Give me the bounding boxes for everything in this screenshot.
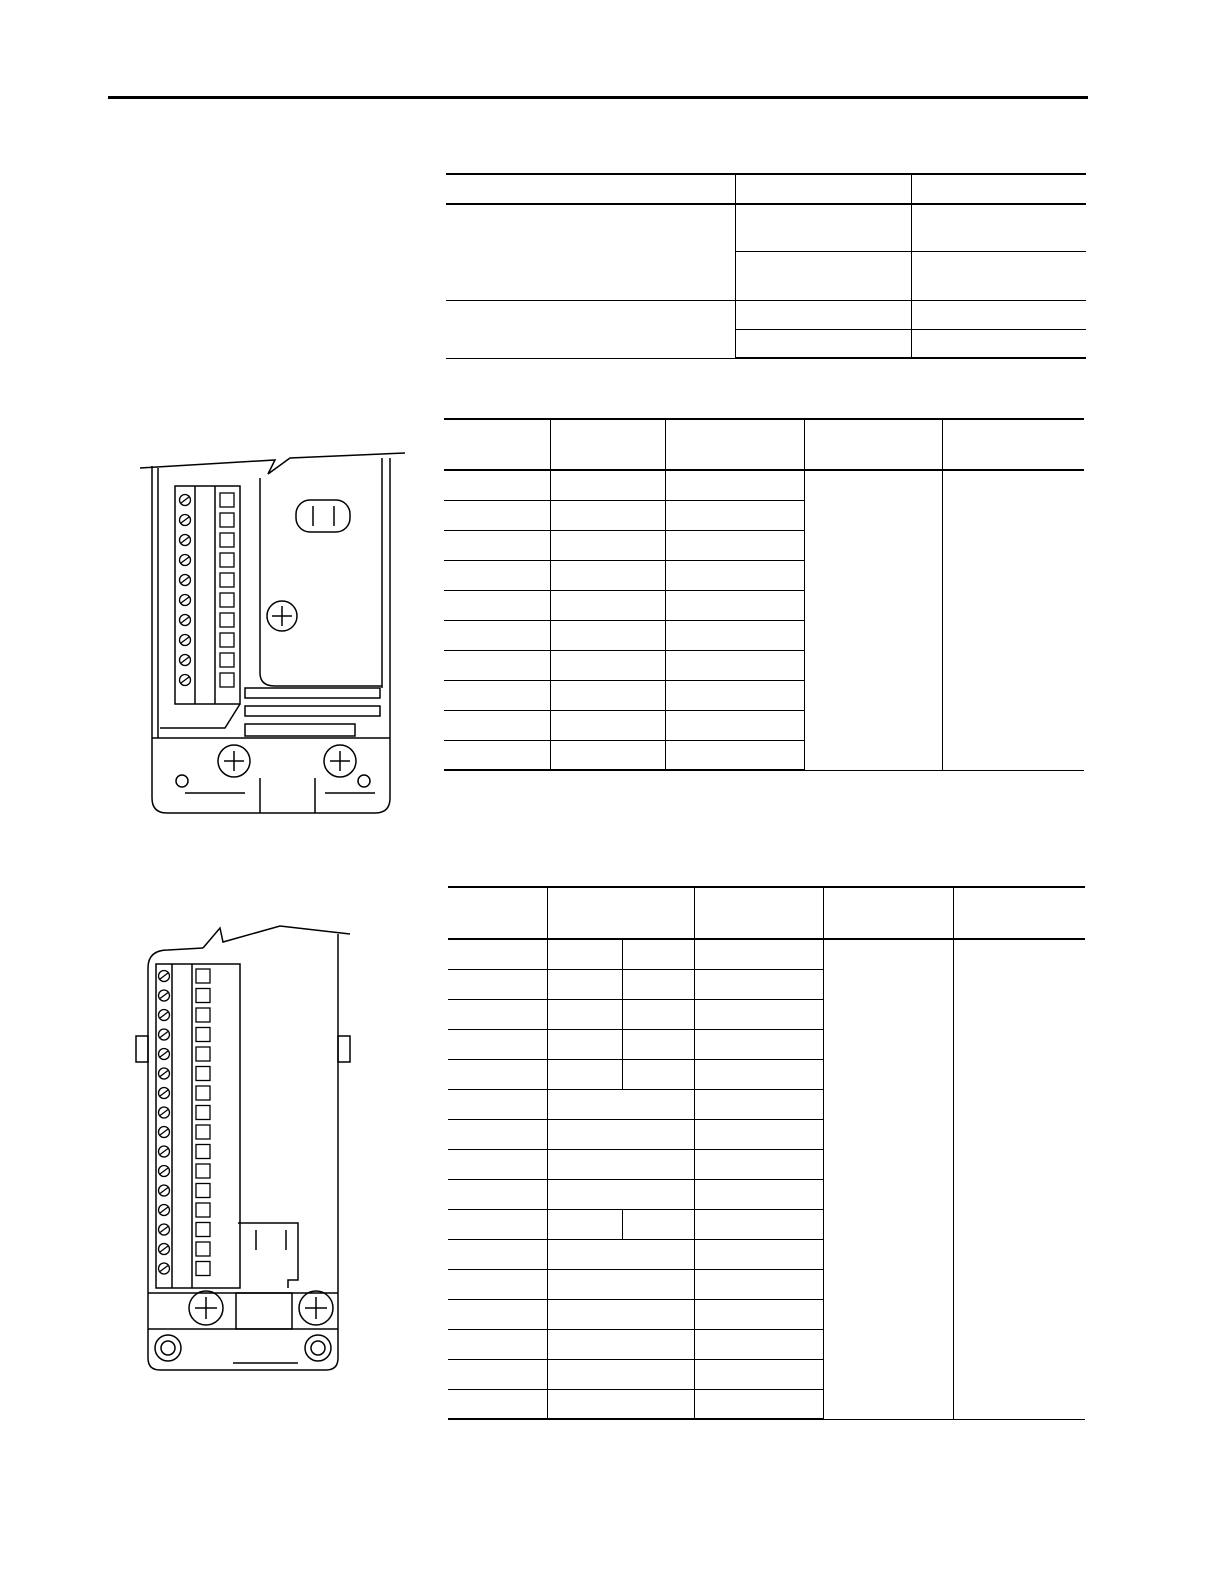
- terminal-clamp: [220, 673, 234, 687]
- table-cell: [547, 1239, 694, 1269]
- terminal-clamp: [196, 1164, 210, 1178]
- table-cell: [550, 530, 665, 560]
- terminal-screw-icon: [159, 1107, 170, 1118]
- table-cell: [665, 740, 804, 770]
- terminal-screw-icon: [180, 655, 191, 666]
- terminal-screw-icon: [180, 555, 191, 566]
- terminal-clamp: [220, 553, 234, 567]
- table-cell: [444, 500, 550, 530]
- terminal-clamp: [196, 1125, 210, 1139]
- table-cell: [665, 650, 804, 680]
- mount-screw-icon: [189, 1291, 223, 1325]
- terminal-screw-icon: [159, 1088, 170, 1099]
- mount-hole: [305, 1335, 331, 1361]
- terminal-clamp: [220, 573, 234, 587]
- table-cell: [550, 500, 665, 530]
- terminal-clamp: [220, 633, 234, 647]
- table-cell: [550, 620, 665, 650]
- table-cell: [665, 680, 804, 710]
- table-cell: [547, 969, 622, 999]
- table-cell: [665, 530, 804, 560]
- mount-hole: [155, 1335, 181, 1361]
- latch-bar: [245, 688, 380, 698]
- table-cell: [444, 740, 550, 770]
- table-cell: [694, 1269, 823, 1299]
- table-cell: [665, 470, 804, 500]
- table-cell: [550, 740, 665, 770]
- terminal-screw-icon: [180, 595, 191, 606]
- terminal-screw-icon: [180, 515, 191, 526]
- table-cell: [444, 590, 550, 620]
- table-header-row: [448, 887, 1085, 939]
- table-cell: [448, 1359, 547, 1389]
- terminal-clamp: [220, 613, 234, 627]
- table-cell: [550, 710, 665, 740]
- break-line: [203, 926, 350, 948]
- table-cell: [665, 560, 804, 590]
- terminal-screw-icon: [159, 990, 170, 1001]
- table-cell: [444, 470, 550, 500]
- table-cell: [694, 1149, 823, 1179]
- table-header-row: [446, 174, 1086, 204]
- table-cell: [547, 1269, 694, 1299]
- mount-hole: [358, 775, 370, 787]
- table-header-cell: [448, 887, 547, 939]
- table-cell: [550, 680, 665, 710]
- table-cell: [448, 1089, 547, 1119]
- table-cell: [547, 1029, 622, 1059]
- terminal-table-a: [444, 418, 1084, 771]
- table-cell: [622, 1059, 694, 1089]
- table-cell: [547, 1299, 694, 1329]
- table-cell: [448, 1179, 547, 1209]
- table-header-cell: [550, 419, 665, 470]
- table-header-cell: [547, 887, 694, 939]
- terminal-clamp: [196, 1184, 210, 1198]
- table-cell: [694, 1089, 823, 1119]
- table-cell: [694, 1389, 823, 1419]
- table-cell: [448, 1389, 547, 1419]
- table-cell: [547, 939, 622, 969]
- table-cell: [444, 530, 550, 560]
- table-header-cell: [665, 419, 804, 470]
- table-header-cell: [804, 419, 942, 470]
- table-cell: [448, 939, 547, 969]
- side-tab: [338, 1036, 350, 1062]
- table-cell: [694, 1209, 823, 1239]
- table-cell: [694, 969, 823, 999]
- table-cell: [444, 560, 550, 590]
- terminal-screw-icon: [159, 1049, 170, 1060]
- table-cell: [622, 1209, 694, 1239]
- table-cell: [444, 710, 550, 740]
- table-cell: [448, 1269, 547, 1299]
- table-cell: [547, 1359, 694, 1389]
- cover-screw-icon: [267, 601, 297, 631]
- terminal-clamp: [196, 1223, 210, 1237]
- table-cell: [694, 939, 823, 969]
- terminal-screws: [159, 969, 211, 1276]
- table-cell: [448, 999, 547, 1029]
- terminal-clamp: [196, 1047, 210, 1061]
- table-row: [448, 939, 1085, 969]
- terminal-screw-icon: [180, 535, 191, 546]
- table-header-cell: [694, 887, 823, 939]
- terminal-clamp: [196, 1067, 210, 1081]
- table-header-cell: [735, 174, 911, 204]
- table-cell: [694, 1299, 823, 1329]
- cutout-slot: [296, 500, 350, 532]
- table-cell: [665, 590, 804, 620]
- table-header-cell: [446, 174, 735, 204]
- table-cell: [735, 251, 911, 300]
- terminal-block-figure-a: [130, 448, 410, 818]
- cover-plate: [260, 478, 382, 686]
- table-cell: [547, 999, 622, 1029]
- table-cell: [735, 300, 911, 329]
- table-header-cell: [911, 174, 1086, 204]
- terminal-screw-icon: [180, 635, 191, 646]
- latch-bar: [245, 706, 380, 716]
- table-cell: [694, 1239, 823, 1269]
- table-cell: [953, 939, 1085, 1419]
- terminal-screw-icon: [159, 1146, 170, 1157]
- table-cell: [550, 590, 665, 620]
- table-cell: [448, 1209, 547, 1239]
- table-cell: [622, 939, 694, 969]
- connector-housing: [238, 1223, 298, 1288]
- terminal-screw-icon: [159, 1205, 170, 1216]
- table-cell: [444, 650, 550, 680]
- housing-outline: [148, 934, 338, 1370]
- terminal-clamp: [196, 1262, 210, 1276]
- table-cell: [547, 1179, 694, 1209]
- terminal-screw-icon: [180, 615, 191, 626]
- table-cell: [735, 204, 911, 251]
- strip-bevel: [160, 704, 240, 728]
- table-cell: [942, 470, 1084, 770]
- table-cell: [694, 1359, 823, 1389]
- terminal-screw-icon: [159, 1127, 170, 1138]
- table-cell: [550, 650, 665, 680]
- table-cell: [550, 470, 665, 500]
- table-cell: [446, 300, 735, 358]
- table-cell: [547, 1329, 694, 1359]
- terminal-clamp: [196, 1086, 210, 1100]
- table-cell: [547, 1389, 694, 1419]
- side-tab: [136, 1036, 148, 1062]
- terminal-clamp: [196, 969, 210, 983]
- terminal-clamp: [220, 493, 234, 507]
- terminal-clamp: [196, 1145, 210, 1159]
- terminal-screw-icon: [180, 495, 191, 506]
- mount-screw-icon: [218, 745, 250, 777]
- terminal-screw-icon: [159, 1029, 170, 1040]
- table-cell: [665, 500, 804, 530]
- table-row: [446, 300, 1086, 329]
- terminal-clamp: [196, 1028, 210, 1042]
- table-cell: [448, 1329, 547, 1359]
- table-cell: [665, 620, 804, 650]
- table-cell: [448, 1059, 547, 1089]
- table-cell: [446, 204, 735, 300]
- table-header-cell: [953, 887, 1085, 939]
- terminal-screw-icon: [159, 1185, 170, 1196]
- terminal-screw-icon: [180, 575, 191, 586]
- table-cell: [911, 329, 1086, 358]
- table-cell: [547, 1209, 622, 1239]
- terminal-screw-icon: [159, 1263, 170, 1274]
- table-cell: [448, 1239, 547, 1269]
- terminal-screw-icon: [159, 1224, 170, 1235]
- table-cell: [911, 300, 1086, 329]
- table-cell: [547, 1149, 694, 1179]
- base-notch: [236, 1293, 292, 1329]
- terminal-table-b: [448, 886, 1085, 1420]
- terminal-clamp: [196, 1242, 210, 1256]
- terminal-clamp: [220, 593, 234, 607]
- table-cell: [550, 560, 665, 590]
- terminal-clamp: [196, 989, 210, 1003]
- terminal-clamp: [196, 1008, 210, 1022]
- terminal-screw-icon: [159, 1010, 170, 1021]
- terminal-screw-icon: [159, 1244, 170, 1255]
- table-cell: [694, 1059, 823, 1089]
- table-cell: [804, 470, 942, 770]
- table-header-cell: [942, 419, 1084, 470]
- table-cell: [622, 969, 694, 999]
- table-cell: [622, 1029, 694, 1059]
- table-cell: [444, 680, 550, 710]
- terminal-clamp: [220, 513, 234, 527]
- mount-hole: [176, 775, 188, 787]
- table-row: [444, 470, 1084, 500]
- mount-screw-icon: [299, 1291, 333, 1325]
- table-header-cell: [444, 419, 550, 470]
- table-row: [446, 204, 1086, 251]
- table-cell: [547, 1059, 622, 1089]
- table-cell: [448, 1029, 547, 1059]
- terminal-screw-icon: [159, 1166, 170, 1177]
- terminal-screw-icon: [159, 1068, 170, 1079]
- terminal-clamp: [196, 1106, 210, 1120]
- table-cell: [911, 251, 1086, 300]
- terminal-block-figure-b: [128, 918, 358, 1378]
- wire-spec-table: [446, 173, 1086, 359]
- terminal-clamp: [196, 1203, 210, 1217]
- table-cell: [448, 969, 547, 999]
- table-cell: [665, 710, 804, 740]
- mount-screw-icon: [324, 745, 356, 777]
- table-cell: [444, 620, 550, 650]
- table-cell: [547, 1089, 694, 1119]
- terminal-screws: [180, 493, 235, 687]
- table-cell: [694, 1029, 823, 1059]
- table-cell: [448, 1119, 547, 1149]
- table-cell: [448, 1299, 547, 1329]
- table-cell: [694, 1119, 823, 1149]
- terminal-screw-icon: [180, 675, 191, 686]
- table-cell: [911, 204, 1086, 251]
- table-cell: [823, 939, 953, 1419]
- table-cell: [694, 1329, 823, 1359]
- terminal-screw-icon: [159, 971, 170, 982]
- mount-hole-inner: [311, 1341, 325, 1355]
- header-rule: [108, 96, 1088, 99]
- table-cell: [622, 999, 694, 1029]
- table-cell: [448, 1149, 547, 1179]
- table-cell: [547, 1119, 694, 1149]
- terminal-clamp: [220, 533, 234, 547]
- terminal-clamp: [220, 653, 234, 667]
- table-header-cell: [823, 887, 953, 939]
- latch-bar: [245, 724, 355, 736]
- table-cell: [694, 1179, 823, 1209]
- table-cell: [735, 329, 911, 358]
- table-cell: [694, 999, 823, 1029]
- table-header-row: [444, 419, 1084, 470]
- break-line: [140, 453, 405, 474]
- mount-hole-inner: [161, 1341, 175, 1355]
